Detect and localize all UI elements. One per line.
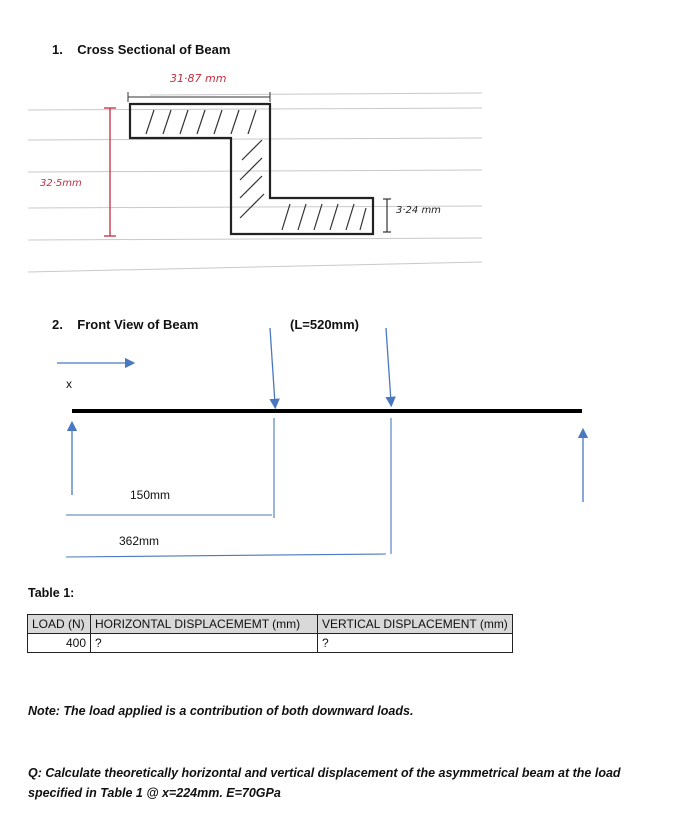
cell-horizontal: ? — [91, 634, 318, 653]
section-1-number: 1. — [52, 42, 63, 57]
width-dimension-line — [128, 92, 270, 102]
table-header-row — [28, 615, 513, 634]
header-vertical: VERTICAL DISPLACEMENT (mm) — [318, 615, 513, 634]
width-label: 31·87 mm — [170, 72, 227, 85]
thickness-bracket — [383, 199, 391, 232]
dimension-label-362: 362mm — [119, 534, 160, 548]
load-table — [27, 614, 513, 653]
header-horizontal: HORIZONTAL DISPLACEMEMT (mm) — [91, 615, 318, 634]
load-arrow-2 — [386, 328, 391, 402]
header-load: LOAD (N) — [28, 615, 91, 634]
section-2-heading — [52, 317, 198, 332]
x-label: x — [66, 377, 72, 391]
cell-vertical: ? — [318, 634, 513, 653]
thickness-label: 3·24 mm — [396, 205, 441, 216]
dimension-line-362 — [66, 554, 386, 557]
section-1-title: Cross Sectional of Beam — [77, 42, 231, 57]
table-row — [28, 634, 513, 653]
note-text: Note: The load applied is a contribution of both downward loads. — [28, 704, 414, 718]
table-caption: Table 1: — [28, 586, 75, 600]
dimension-label-150: 150mm — [130, 488, 171, 502]
section-2-number: 2. — [52, 317, 63, 332]
section-2-title: Front View of Beam — [77, 317, 199, 332]
height-label: 32·5mm — [40, 178, 82, 189]
section-hatching — [146, 110, 366, 230]
question-text: Q: Calculate theoretically horizontal and vertical displacement of the asymmetrical beam at the load specified in Table 1 @ x=224mm. E=70GPa — [28, 766, 621, 800]
beam-length-label: (L=520mm) — [290, 317, 359, 332]
load-arrow-1 — [270, 328, 275, 404]
cell-load: 400 — [28, 634, 91, 653]
